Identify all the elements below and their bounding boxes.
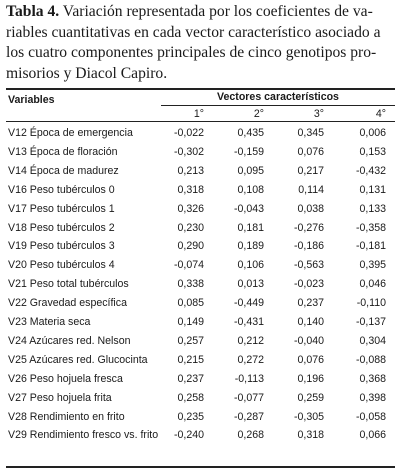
table-row: [6, 426, 395, 445]
table-row: [6, 370, 395, 389]
cell-vector-1: 0,235: [177, 410, 204, 423]
cell-vector-2: 0,108: [237, 183, 264, 196]
variable-label: V17 Peso tubérculos 1: [8, 202, 115, 215]
cell-vector-3: 0,345: [297, 127, 324, 139]
table-caption: [6, 2, 394, 84]
cell-vector-4: -0,181: [355, 240, 386, 253]
variable-label: V16 Peso tubérculos 0: [8, 183, 115, 196]
table-row: [6, 200, 395, 219]
cell-vector-2: 0,181: [237, 221, 264, 234]
table-row: [6, 124, 395, 143]
cell-vector-3: 0,237: [297, 297, 324, 310]
variable-label: V25 Azúcares red. Glucocinta: [8, 353, 148, 366]
cell-vector-4: 0,006: [359, 127, 386, 139]
variable-label: V27 Peso hojuela frita: [8, 391, 112, 404]
cell-vector-1: 0,149: [177, 316, 204, 328]
table-row: [6, 237, 395, 256]
table-row: [6, 332, 395, 351]
cell-vector-2: -0,077: [233, 391, 264, 404]
variable-label: V12 Época de emergencia: [8, 127, 133, 139]
cell-vector-2: -0,159: [233, 145, 264, 158]
table-row: [6, 219, 395, 238]
cell-vector-2: 0,189: [237, 240, 264, 253]
cell-vector-2: 0,095: [237, 164, 264, 177]
cell-vector-4: 0,153: [359, 145, 386, 158]
cell-vector-3: 0,076: [297, 145, 324, 158]
variable-label: V28 Rendimiento en frito: [8, 410, 125, 423]
table-row: [6, 408, 395, 427]
cell-vector-1: 0,326: [177, 202, 204, 215]
cell-vector-3: 0,038: [297, 202, 324, 215]
variable-label: V26 Peso hojuela fresca: [8, 372, 123, 385]
cell-vector-3: 0,318: [297, 429, 324, 442]
caption-text-1: Variación representada por los coeficientes de va-: [62, 3, 373, 20]
cell-vector-3: -0,186: [293, 240, 324, 253]
cell-vector-3: -0,305: [293, 410, 324, 423]
table-row: [6, 294, 395, 313]
cell-vector-1: 0,258: [177, 391, 204, 404]
cell-vector-4: -0,358: [355, 221, 386, 234]
table-row: [6, 389, 395, 408]
cell-vector-4: -0,058: [355, 410, 386, 423]
column-header-2: 2°: [253, 108, 264, 120]
header-variables: Variables: [8, 94, 55, 106]
table-row: [6, 351, 395, 370]
variable-label: V24 Azúcares red. Nelson: [8, 334, 131, 347]
cell-vector-4: 0,304: [359, 334, 386, 347]
cell-vector-2: -0,287: [233, 410, 264, 423]
cell-vector-4: 0,066: [359, 429, 386, 442]
cell-vector-4: 0,395: [359, 259, 386, 272]
cell-vector-1: -0,074: [173, 259, 204, 272]
table-row: [6, 313, 395, 332]
cell-vector-3: 0,217: [297, 164, 324, 177]
cell-vector-4: 0,398: [359, 391, 386, 404]
cell-vector-3: 0,259: [297, 391, 324, 404]
cell-vector-3: 0,196: [297, 372, 324, 385]
variable-label: V29 Rendimiento fresco vs. frito: [8, 429, 159, 442]
table-row: [6, 181, 395, 200]
cell-vector-4: 0,046: [359, 278, 386, 291]
cell-vector-3: 0,140: [297, 316, 324, 328]
cell-vector-1: 0,318: [177, 183, 204, 196]
header-vectores: Vectores característicos: [217, 91, 339, 103]
cell-vector-2: -0,113: [234, 372, 264, 385]
cell-vector-1: 0,237: [177, 372, 204, 385]
cell-vector-3: -0,040: [293, 334, 324, 347]
cell-vector-3: -0,276: [293, 221, 324, 234]
cell-vector-1: 0,338: [177, 278, 204, 291]
cell-vector-2: 0,435: [237, 127, 264, 139]
cell-vector-1: -0,302: [173, 145, 204, 158]
table-row: [6, 275, 395, 294]
table-bottom-rule: [6, 466, 395, 468]
variable-label: V21 Peso total tubérculos: [8, 278, 129, 291]
caption-line-3: los cuatro componentes principales de cinco genotipos pro-: [6, 44, 377, 61]
header-bottom-rule: [6, 121, 395, 122]
cell-vector-4: -0,432: [355, 164, 386, 177]
cell-vector-2: 0,272: [237, 353, 264, 366]
cell-vector-2: -0,043: [233, 202, 264, 215]
table-row: [6, 162, 395, 181]
cell-vector-4: -0,110: [356, 297, 386, 310]
table-row: [6, 256, 395, 275]
cell-vector-2: -0,449: [233, 297, 264, 310]
cell-vector-1: -0,022: [173, 127, 204, 139]
cell-vector-3: -0,023: [293, 278, 324, 291]
cell-vector-2: 0,106: [237, 259, 264, 272]
caption-line-4: misorios y Diacol Capiro.: [6, 64, 168, 82]
cell-vector-4: 0,133: [359, 202, 386, 215]
variable-label: V13 Época de floración: [8, 145, 118, 158]
cell-vector-3: -0,563: [293, 259, 324, 272]
cell-vector-3: 0,076: [297, 353, 324, 366]
cell-vector-2: -0,431: [233, 316, 264, 328]
column-header-3: 3°: [313, 108, 324, 120]
cell-vector-1: -0,240: [173, 429, 204, 442]
cell-vector-1: 0,290: [177, 240, 204, 253]
variable-label: V19 Peso tubérculos 3: [8, 240, 115, 253]
column-header-1: 1°: [193, 108, 204, 120]
variable-label: V14 Época de madurez: [8, 164, 119, 177]
cell-vector-4: 0,368: [359, 372, 386, 385]
variable-label: V22 Gravedad específica: [8, 297, 127, 310]
cell-vector-1: 0,257: [177, 334, 204, 347]
cell-vector-4: -0,137: [355, 316, 386, 328]
cell-vector-1: 0,213: [177, 164, 204, 177]
cell-vector-1: 0,230: [177, 221, 204, 234]
cell-vector-2: 0,013: [237, 278, 264, 291]
variable-label: V23 Materia seca: [8, 316, 91, 328]
caption-line-1: [6, 2, 394, 23]
table-top-rule: [6, 88, 395, 90]
variable-label: V18 Peso tubérculos 2: [8, 221, 115, 234]
caption-label: Tabla 4.: [6, 3, 60, 20]
cell-vector-3: 0,114: [298, 183, 324, 196]
table-row: [6, 143, 395, 162]
column-header-4: 4°: [375, 108, 386, 120]
cell-vector-2: 0,268: [237, 429, 264, 442]
cell-vector-4: 0,131: [359, 183, 386, 196]
header-group-rule: [161, 105, 395, 106]
cell-vector-2: 0,212: [237, 334, 264, 347]
caption-line-2: riables cuantitativas en cada vector característico asociado a: [6, 23, 381, 41]
cell-vector-1: 0,085: [177, 297, 204, 310]
cell-vector-4: -0,088: [355, 353, 386, 366]
cell-vector-1: 0,215: [177, 353, 204, 366]
variable-label: V20 Peso tubérculos 4: [8, 259, 115, 272]
